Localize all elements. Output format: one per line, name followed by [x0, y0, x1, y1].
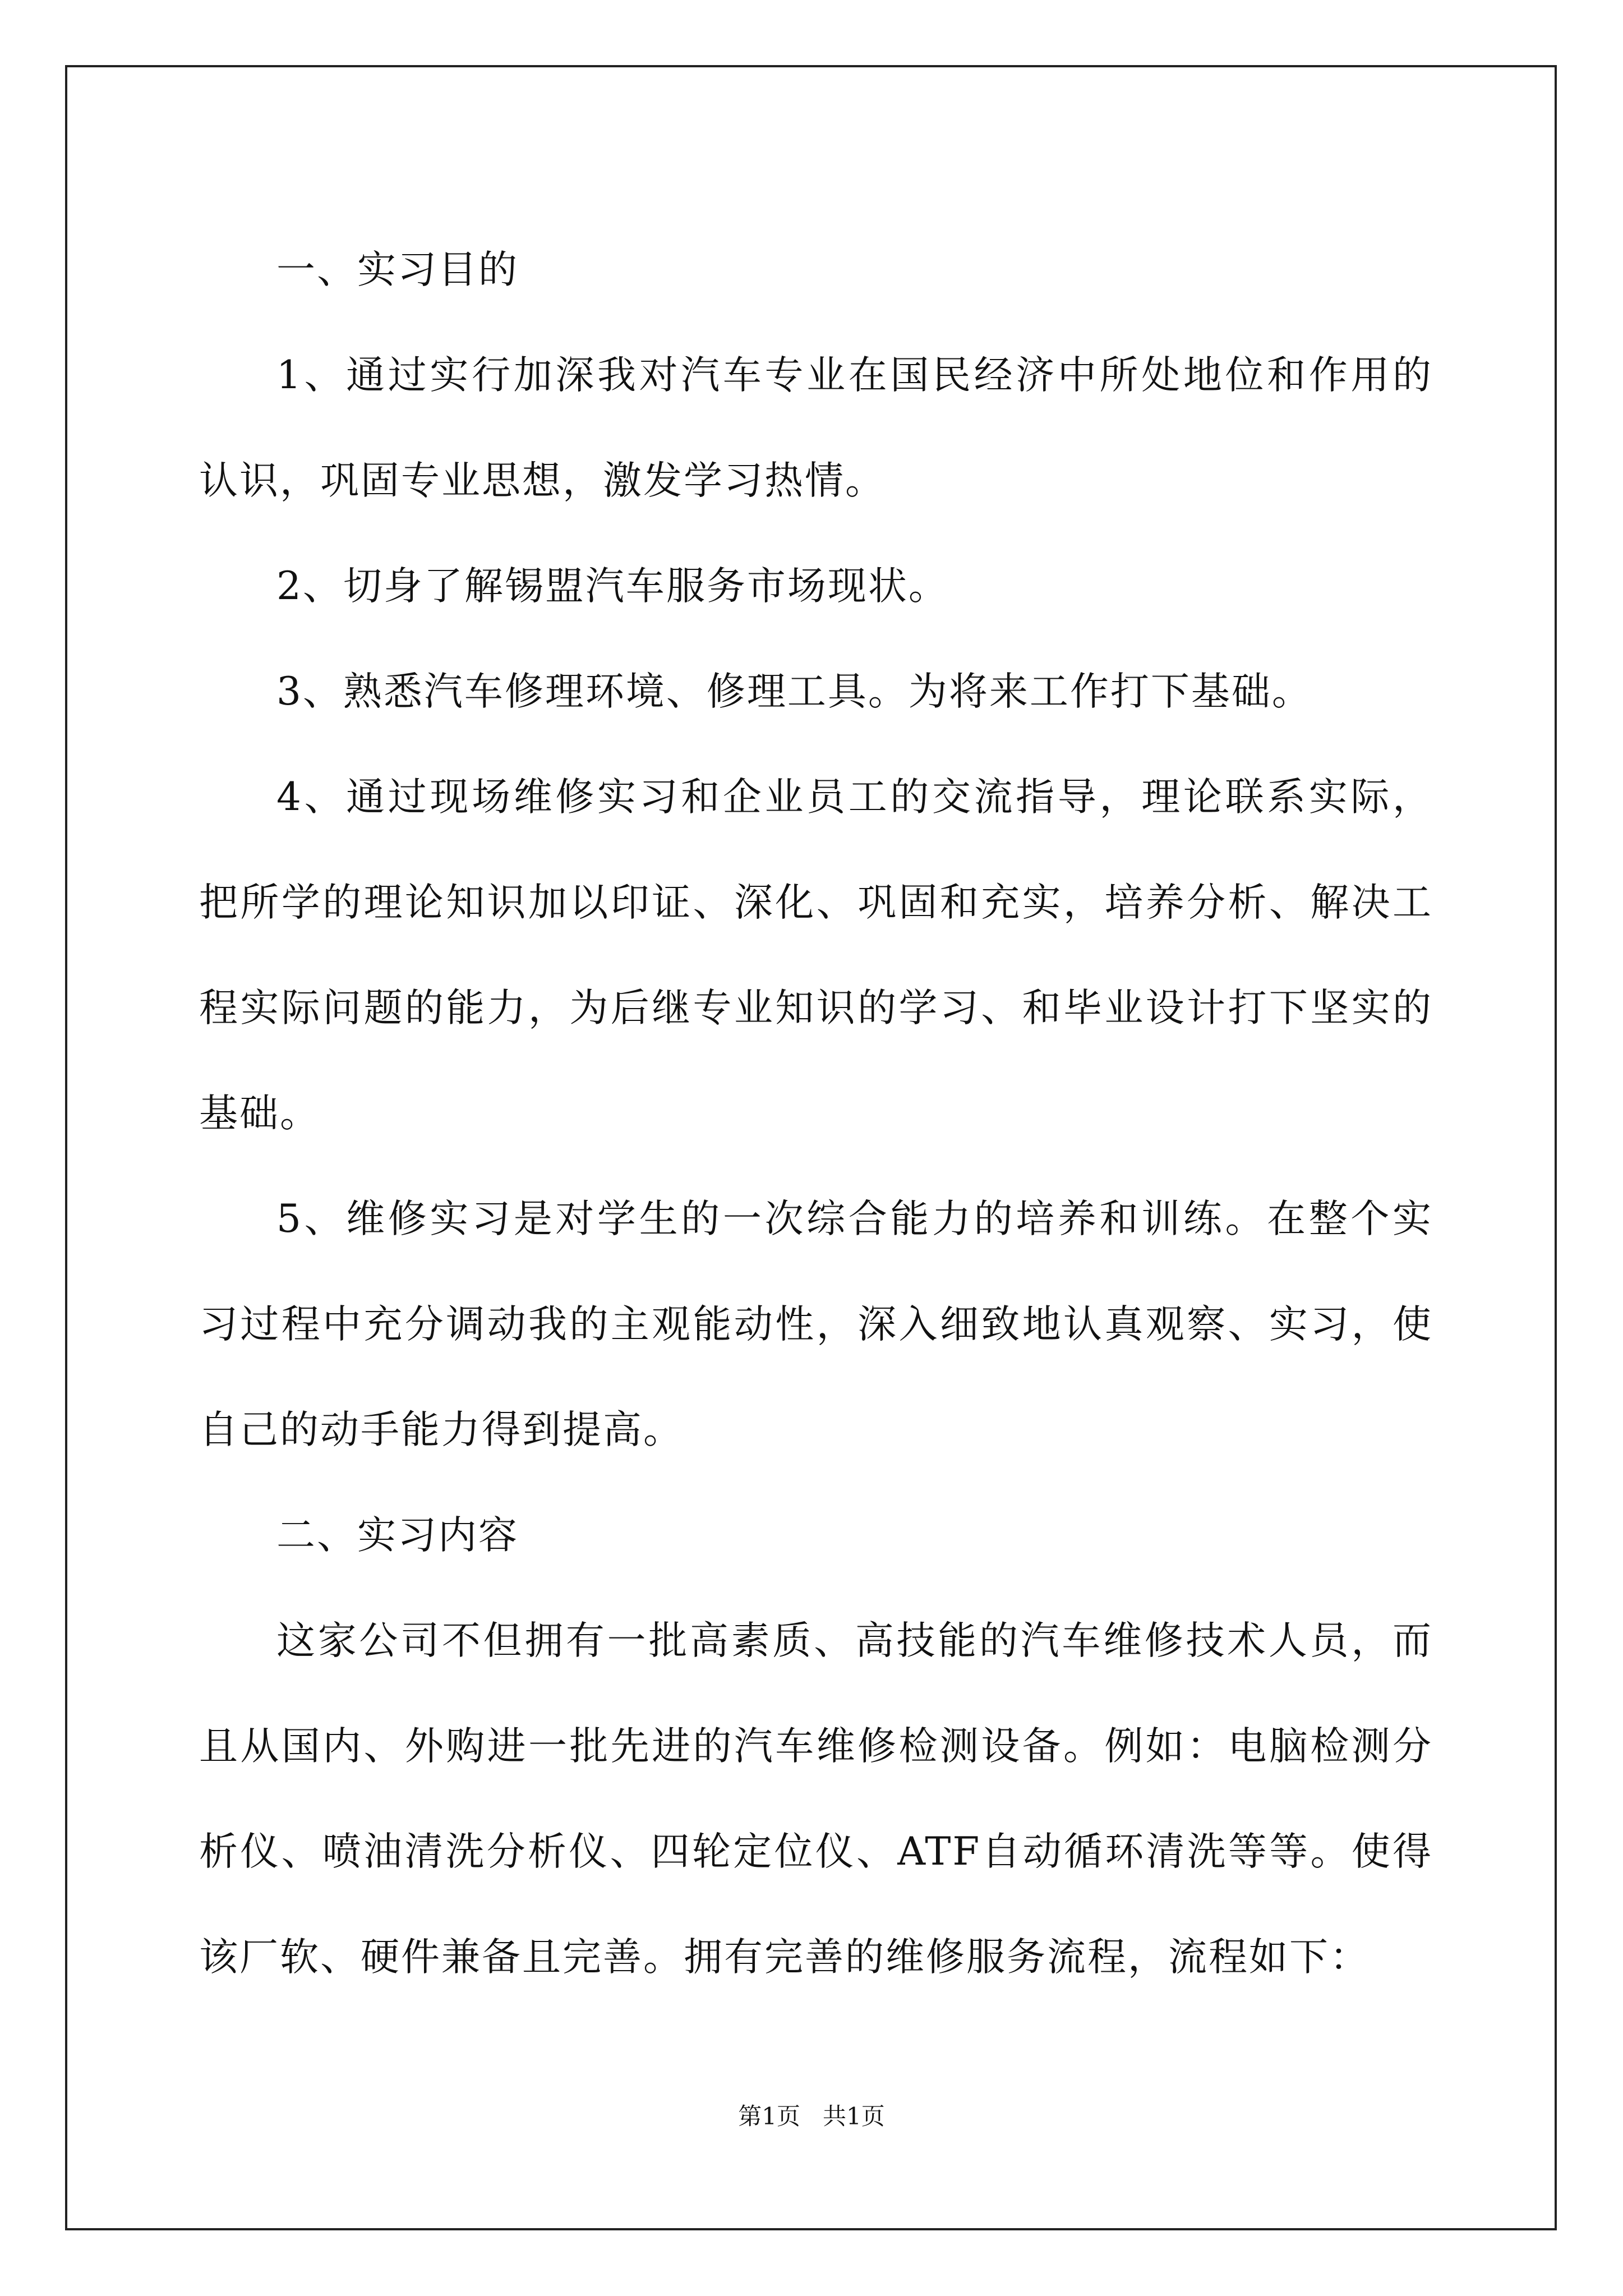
paragraph: 5、维修实习是对学生的一次综合能力的培养和训练。在整个实习过程中充分调动我的主观能动性，深入细致地认真观察、实习，使自己的动手能力得到提高。	[199, 1197, 1433, 1452]
paragraph: 这家公司不但拥有一批高素质、高技能的汽车维修技术人员，而且从国内、外购进一批先进的汽车维修检测设备。例如：电脑检测分析仪、喷油清洗分析仪、四轮定位仪、ATF自动循环清洗等等。使得该厂软、硬件兼备且完善。拥有完善的维修服务流程，流程如下：	[199, 1618, 1433, 1980]
paragraph: 2、切身了解锡盟汽车服务市场现状。	[276, 564, 949, 609]
section-heading: 一、实习目的	[276, 247, 519, 292]
paragraph: 1、通过实行加深我对汽车专业在国民经济中所处地位和作用的认识，巩固专业思想，激发学习热情。	[199, 353, 1433, 503]
paragraph: 4、通过现场维修实习和企业员工的交流指导，理论联系实际，把所学的理论知识加以印证、深化、巩固和充实，培养分析、解决工程实际问题的能力，为后继专业知识的学习、和毕业设计打下坚实的基础。	[199, 775, 1433, 1136]
paragraph: 3、熟悉汽车修理环境、修理工具。为将来工作打下基础。	[276, 669, 1312, 714]
section-heading: 二、实习内容	[276, 1513, 519, 1558]
document-body	[199, 217, 1433, 2010]
page-footer: 第1页 共1页	[738, 2102, 885, 2130]
